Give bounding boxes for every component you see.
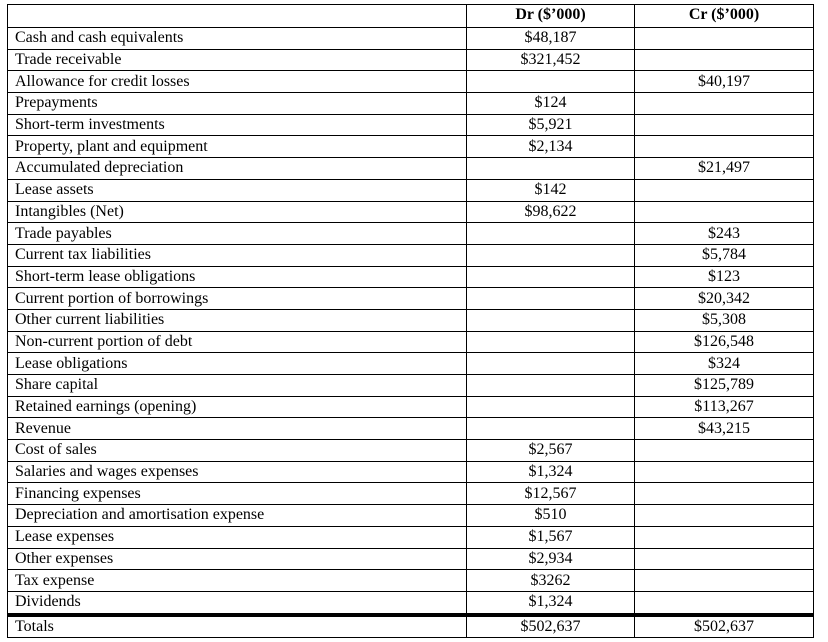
account-label: Lease assets [8,179,467,201]
table-row [8,223,814,245]
cr-value [635,179,814,201]
dr-value [467,266,635,288]
table-row [8,505,814,527]
cr-value [635,570,814,592]
cr-value [635,28,814,50]
trial-balance-table [7,4,814,638]
cr-value [635,93,814,115]
dr-value: $98,622 [467,201,635,223]
account-label: Revenue [8,418,467,440]
dr-value: $1,324 [467,461,635,483]
table-row [8,244,814,266]
dr-value [467,375,635,397]
table-row [8,570,814,592]
cr-value [635,49,814,71]
cr-value [635,505,814,527]
account-label: Lease obligations [8,353,467,375]
table-row [8,71,814,93]
dr-value: $2,134 [467,136,635,158]
table-row [8,548,814,570]
table-row [8,353,814,375]
cr-value: $43,215 [635,418,814,440]
header-row [8,5,814,28]
cr-value: $5,308 [635,309,814,331]
cr-value [635,201,814,223]
totals-cr-value: $502,637 [635,615,814,638]
dr-value: $142 [467,179,635,201]
cr-value: $243 [635,223,814,245]
cr-value: $123 [635,266,814,288]
totals-label: Totals [8,615,467,638]
totals-row [8,615,814,638]
cr-value [635,461,814,483]
account-label: Short-term lease obligations [8,266,467,288]
account-label: Intangibles (Net) [8,201,467,223]
dr-value: $2,934 [467,548,635,570]
table-row [8,440,814,462]
account-label: Property, plant and equipment [8,136,467,158]
totals-dr-value: $502,637 [467,615,635,638]
cr-value: $125,789 [635,375,814,397]
account-label: Lease expenses [8,526,467,548]
table-row [8,331,814,353]
dr-value [467,418,635,440]
cr-value: $113,267 [635,396,814,418]
account-label: Depreciation and amortisation expense [8,505,467,527]
account-label: Share capital [8,375,467,397]
dr-value [467,309,635,331]
account-label: Current tax liabilities [8,244,467,266]
table-row [8,418,814,440]
table-row [8,396,814,418]
cr-value [635,136,814,158]
dr-value [467,331,635,353]
cr-value: $20,342 [635,288,814,310]
table-row [8,136,814,158]
account-label: Trade payables [8,223,467,245]
cr-value: $5,784 [635,244,814,266]
table-row [8,461,814,483]
dr-value: $124 [467,93,635,115]
table-row [8,201,814,223]
dr-value: $321,452 [467,49,635,71]
dr-value: $1,324 [467,591,635,614]
cr-value: $40,197 [635,71,814,93]
header-label-cell [8,5,467,28]
cr-value: $324 [635,353,814,375]
cr-value [635,548,814,570]
account-label: Other expenses [8,548,467,570]
table-row [8,526,814,548]
cr-value [635,526,814,548]
header-cr-cell: Cr ($’000) [635,5,814,28]
dr-value: $510 [467,505,635,527]
cr-value: $126,548 [635,331,814,353]
account-label: Tax expense [8,570,467,592]
account-label: Cost of sales [8,440,467,462]
account-label: Allowance for credit losses [8,71,467,93]
account-label: Financing expenses [8,483,467,505]
table-row [8,49,814,71]
dr-value: $48,187 [467,28,635,50]
dr-value [467,244,635,266]
dr-value: $1,567 [467,526,635,548]
header-dr-cell: Dr ($’000) [467,5,635,28]
dr-value: $2,567 [467,440,635,462]
dr-value: $3262 [467,570,635,592]
table-row [8,28,814,50]
table-row [8,179,814,201]
table-row [8,93,814,115]
cr-value [635,114,814,136]
table-row [8,309,814,331]
dr-value [467,71,635,93]
table-row [8,483,814,505]
dr-value: $5,921 [467,114,635,136]
account-label: Prepayments [8,93,467,115]
table-row [8,114,814,136]
account-label: Other current liabilities [8,309,467,331]
cr-value [635,591,814,614]
dr-value [467,158,635,180]
cr-value [635,483,814,505]
account-label: Dividends [8,591,467,614]
dr-value [467,223,635,245]
dr-value [467,288,635,310]
account-label: Cash and cash equivalents [8,28,467,50]
table-row [8,375,814,397]
table-row [8,288,814,310]
account-label: Current portion of borrowings [8,288,467,310]
table-row [8,591,814,614]
account-label: Retained earnings (opening) [8,396,467,418]
dr-value: $12,567 [467,483,635,505]
account-label: Short-term investments [8,114,467,136]
account-label: Salaries and wages expenses [8,461,467,483]
account-label: Non-current portion of debt [8,331,467,353]
dr-value [467,353,635,375]
dr-value [467,396,635,418]
account-label: Accumulated depreciation [8,158,467,180]
table-row [8,158,814,180]
cr-value [635,440,814,462]
cr-value: $21,497 [635,158,814,180]
account-label: Trade receivable [8,49,467,71]
table-row [8,266,814,288]
